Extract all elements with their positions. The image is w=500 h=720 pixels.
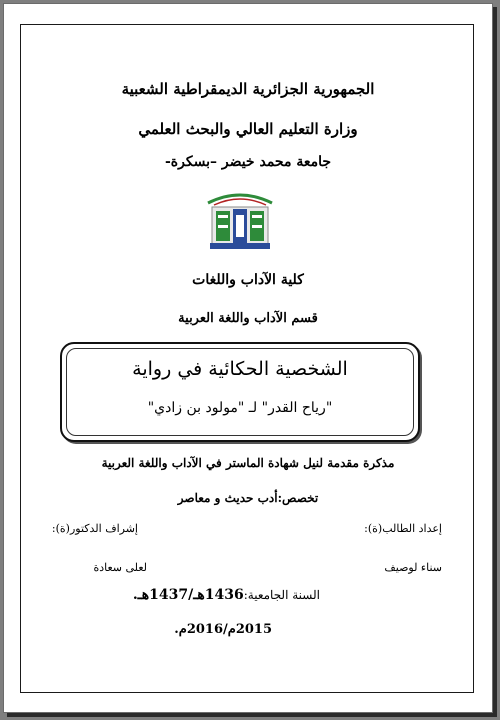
university-logo-icon xyxy=(200,185,280,253)
university-heading: جامعة محمد خيضر –بسكرة- xyxy=(164,154,331,170)
ministry-heading: وزارة التعليم العالي والبحث العلمي xyxy=(138,120,358,138)
department-heading: قسم الآداب واللغة العربية xyxy=(178,311,318,326)
specialty-line: تخصص:أدب حديث و معاصر xyxy=(177,491,319,505)
thesis-title: الشخصية الحكائية في رواية xyxy=(132,358,348,380)
prepared-by-label: إعداد الطالب(ة): xyxy=(364,522,442,535)
thesis-subtitle: "رياح القدر" لـ "مولود بن زادي" xyxy=(147,400,333,416)
thesis-title-box xyxy=(60,342,420,442)
academic-year-hijri xyxy=(133,587,320,603)
academic-year-gregorian: 2015م/2016م. xyxy=(174,622,272,637)
supervisor-label: إشراف الدكتور(ة): xyxy=(51,522,138,535)
document-page xyxy=(3,3,493,713)
student-name: سناء لوصيف xyxy=(384,561,442,574)
academic-year-label: السنة الجامعية: xyxy=(243,588,320,602)
supervisor-name: لعلى سعادة xyxy=(93,561,147,574)
hijri-year-value: 1436هـ/1437هـ. xyxy=(132,587,244,603)
memo-statement: مذكرة مقدمة لنيل شهادة الماستر في الآداب واللغة العربية xyxy=(101,456,395,470)
republic-heading: الجمهورية الجزائرية الديمقراطية الشعبية xyxy=(121,80,375,98)
faculty-heading: كلية الآداب واللغات xyxy=(192,272,304,288)
